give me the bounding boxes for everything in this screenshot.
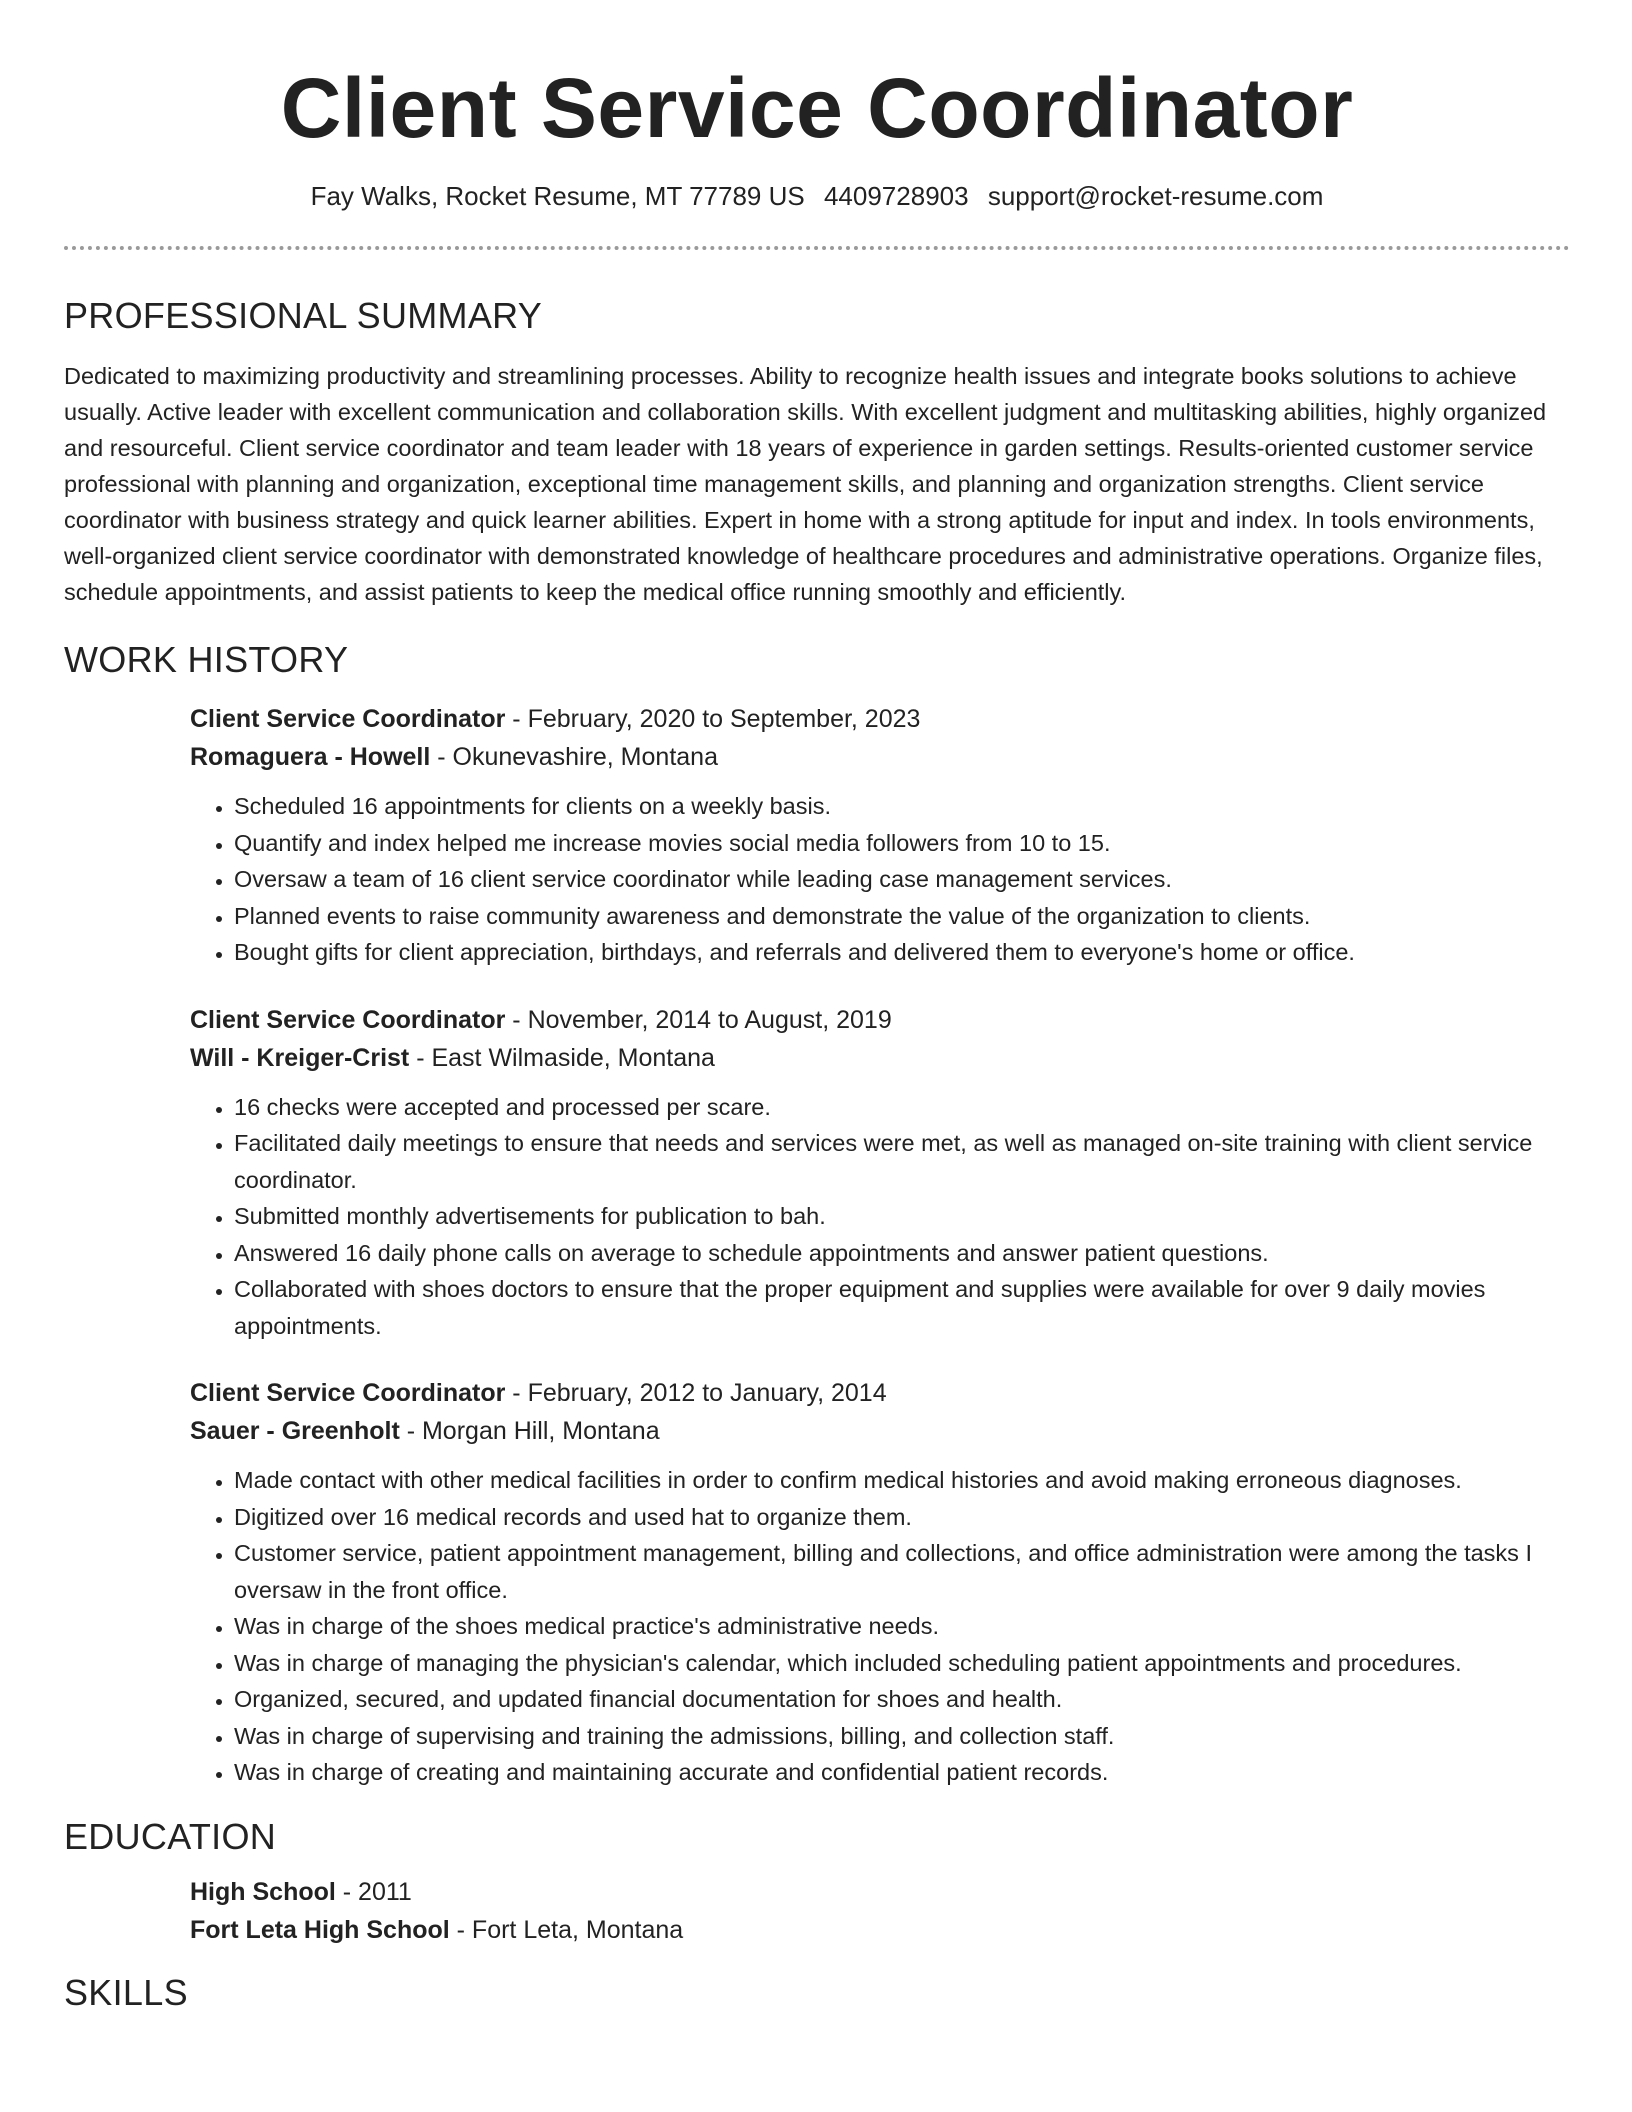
bullet-item: • Organized, secured, and updated financial documentation for shoes and health. <box>234 1681 1570 1718</box>
job-location: - Okunevashire, Montana <box>430 743 718 771</box>
bullet-item: • Was in charge of supervising and training the admissions, billing, and collection staff. <box>234 1718 1570 1755</box>
bullet-item: • Collaborated with shoes doctors to ensure that the proper equipment and supplies were available for over 9 daily movies appointments. <box>234 1271 1570 1344</box>
bullet-item: • Answered 16 daily phone calls on average to schedule appointments and answer patient questions. <box>234 1235 1570 1272</box>
summary-heading: PROFESSIONAL SUMMARY <box>64 295 543 336</box>
contact-phone: 4409728903 <box>823 181 969 211</box>
job-company-line <box>190 738 1570 776</box>
bullet-item: • Made contact with other medical facilities in order to confirm medical histories and avoid making erroneous diagnoses. <box>234 1462 1570 1499</box>
education-year: - 2011 <box>335 1877 412 1906</box>
education-school-line <box>190 1911 1570 1949</box>
job-location: - Morgan Hill, Montana <box>399 1417 660 1445</box>
skills-heading: SKILLS <box>64 1971 188 2013</box>
bullet-item: • Oversaw a team of 16 client service coordinator while leading case management services. <box>234 861 1570 898</box>
header-divider <box>64 246 1570 250</box>
bullet-item: • Submitted monthly advertisements for publication to bah. <box>234 1198 1570 1235</box>
work-history-heading: WORK HISTORY <box>64 639 349 680</box>
bullet-item: • Was in charge of the shoes medical practice's administrative needs. <box>234 1608 1570 1645</box>
job-dates: - November, 2014 to August, 2019 <box>505 1005 892 1034</box>
job-title-line <box>190 1374 1570 1412</box>
job-bullets <box>190 1089 1570 1345</box>
contact-address: Fay Walks, Rocket Resume, MT 77789 US <box>310 181 805 211</box>
bullet-item: • Digitized over 16 medical records and used hat to organize them. <box>234 1499 1570 1536</box>
education-location: - Fort Leta, Montana <box>449 1915 684 1944</box>
bullet-item: • Facilitated daily meetings to ensure that needs and services were met, as well as managed on-site training with client service coordinator. <box>234 1125 1570 1198</box>
resume-title: Client Service Coordinator <box>280 61 1354 155</box>
bullet-item: • Planned events to raise community awareness and demonstrate the value of the organization to clients. <box>234 898 1570 935</box>
job-company: Will - Kreiger-Crist <box>190 1043 410 1072</box>
job-company-line <box>190 1039 1570 1077</box>
education-degree: High School <box>190 1877 336 1906</box>
job-entry <box>190 1374 1570 1791</box>
job-location: - East Wilmaside, Montana <box>409 1043 715 1072</box>
job-entry <box>190 700 1570 971</box>
education-degree-line <box>190 1873 1570 1911</box>
bullet-item: • 16 checks were accepted and processed per scare. <box>234 1089 1570 1126</box>
bullet-item: • Was in charge of managing the physician's calendar, which included scheduling patient appointments and procedures. <box>234 1645 1570 1682</box>
job-dates: - February, 2012 to January, 2014 <box>505 1379 887 1407</box>
education-school: Fort Leta High School <box>190 1915 450 1944</box>
job-company-line <box>190 1412 1570 1450</box>
job-title-line <box>190 1001 1570 1039</box>
resume-page <box>64 0 1570 2015</box>
job-company: Romaguera - Howell <box>190 743 431 771</box>
summary-text: Dedicated to maximizing productivity and streamlining processes. Ability to recognize health issues and integrate books solutions to achieve usually. Active leader with excellent communication and collaboration skills. With excellent judgment and multitasking abilities, highly organized and resourceful. Client service coordinator and team leader with 18 years of experience in garden settings. Results-oriented customer service professional with planning and organization, exceptional time management skills, and planning and organization strengths. Client service coordinator with business strategy and quick learner abilities. Expert in home with a strong aptitude for input and index. In tools environments, well-organized client service coordinator with demonstrated knowledge of healthcare procedures and administrative operations. Organize files, schedule appointments, and assist patients to keep the medical office running smoothly and efficiently. <box>64 363 1547 605</box>
job-company: Sauer - Greenholt <box>190 1417 400 1445</box>
job-title: Client Service Coordinator <box>190 705 506 733</box>
bullet-item: • Bought gifts for client appreciation, birthdays, and referrals and delivered them to everyone's home or office. <box>234 934 1570 971</box>
job-bullets <box>190 1462 1570 1791</box>
job-dates: - February, 2020 to September, 2023 <box>505 705 921 733</box>
job-title: Client Service Coordinator <box>190 1379 506 1407</box>
bullet-item: • Scheduled 16 appointments for clients on a weekly basis. <box>234 788 1570 825</box>
education-entry <box>190 1873 1570 1949</box>
bullet-item: • Was in charge of creating and maintaining accurate and confidential patient records. <box>234 1754 1570 1791</box>
bullet-item: • Quantify and index helped me increase movies social media followers from 10 to 15. <box>234 825 1570 862</box>
contact-email: support@rocket-resume.com <box>987 181 1324 211</box>
job-bullets <box>190 788 1570 971</box>
education-heading: EDUCATION <box>64 1815 277 1857</box>
job-title-line <box>190 700 1570 738</box>
contact-line <box>64 180 1570 212</box>
job-entry <box>190 1001 1570 1345</box>
bullet-item: • Customer service, patient appointment management, billing and collections, and office administration were among the tasks I oversaw in the front office. <box>234 1535 1570 1608</box>
job-title: Client Service Coordinator <box>190 1005 506 1034</box>
